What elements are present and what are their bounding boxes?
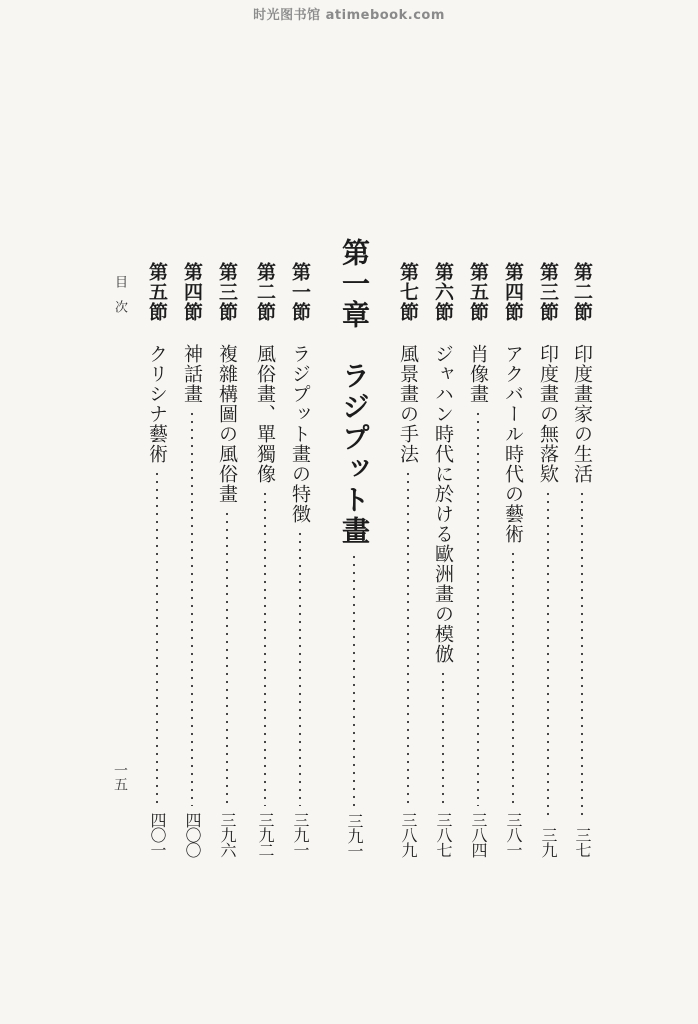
page-number: 三九一 (345, 813, 364, 858)
section-title: アクバール時代の藝術 (502, 344, 524, 544)
leader-dots (191, 410, 193, 806)
running-head: 目次 (112, 275, 127, 325)
leader-dots (353, 553, 355, 807)
section-title: 神話畫 (181, 344, 203, 404)
section-number: 第七節 (397, 262, 419, 322)
leader-dots (512, 550, 514, 806)
leader-dots (264, 490, 266, 806)
section-title: ラジプット畫の特徴 (289, 344, 311, 524)
leader-dots (442, 670, 444, 806)
section-number: 第六節 (432, 262, 454, 322)
section-title: ジャハン時代に於ける歐洲畫の模倣 (432, 344, 454, 664)
page-number: 三九二 (256, 812, 275, 857)
page-folio: 一五 (112, 763, 128, 791)
section-title: 肖像畫 (467, 344, 489, 404)
toc-entry[interactable] (534, 262, 562, 857)
section-number: 第五節 (146, 262, 168, 322)
toc-entry[interactable] (251, 262, 279, 857)
section-title: 印度畫の無落欵 (537, 344, 559, 484)
section-title: 風俗畫、單獨像 (254, 344, 276, 484)
toc-entry[interactable] (394, 262, 422, 857)
toc-entry[interactable] (178, 262, 206, 857)
leader-dots (547, 490, 549, 821)
section-number: 第四節 (181, 262, 203, 322)
page-number: 三七 (573, 827, 592, 857)
toc-entry[interactable] (568, 262, 596, 857)
toc-entry[interactable] (429, 262, 457, 857)
section-number: 第二節 (571, 262, 593, 322)
toc-entry[interactable] (464, 262, 492, 857)
watermark: 时光图书馆 atimebook.com (253, 8, 445, 23)
section-number: 第三節 (537, 262, 559, 322)
section-number: 第五節 (467, 262, 489, 322)
page-number: 三九六 (218, 812, 237, 857)
leader-dots (407, 470, 409, 806)
page-number: 四〇一 (148, 812, 167, 857)
section-title: 風景畫の手法 (397, 344, 419, 464)
section-number: 第一節 (289, 262, 311, 322)
leader-dots (581, 490, 583, 821)
page-number: 三八一 (504, 812, 523, 857)
toc-entry[interactable] (143, 262, 171, 857)
page-number: 三九一 (291, 812, 310, 857)
toc-entry[interactable] (499, 262, 527, 857)
leader-dots (156, 470, 158, 806)
page-number: 三八四 (469, 812, 488, 857)
toc-entry[interactable] (286, 262, 314, 857)
toc-entry[interactable] (213, 262, 241, 857)
leader-dots (226, 510, 228, 806)
page-number: 三九 (539, 827, 558, 857)
chapter-number: 第一章 (338, 238, 371, 331)
section-number: 第四節 (502, 262, 524, 322)
leader-dots (477, 410, 479, 806)
section-number: 第三節 (216, 262, 238, 322)
section-title: クリシナ藝術 (146, 344, 168, 464)
page-number: 四〇〇 (183, 812, 202, 857)
chapter-heading[interactable] (336, 238, 372, 858)
page-number: 三八七 (434, 812, 453, 857)
section-number: 第二節 (254, 262, 276, 322)
section-title: 複雜構圖の風俗畫 (216, 344, 238, 504)
page-number: 三八九 (399, 812, 418, 857)
leader-dots (299, 530, 301, 806)
section-title: 印度畫家の生活 (571, 344, 593, 484)
chapter-title: ラジプット畫 (338, 361, 371, 547)
